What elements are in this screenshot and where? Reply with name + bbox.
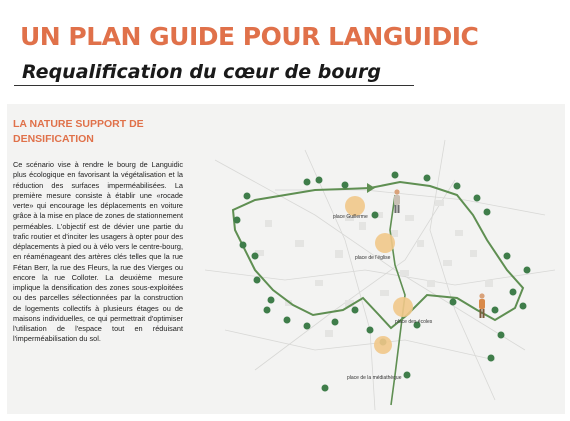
tree-icon (488, 355, 495, 362)
tree-icon (240, 242, 247, 249)
map-buildings (255, 200, 493, 337)
place-marker (374, 336, 392, 354)
tree-icon (322, 385, 329, 392)
tree-icon (474, 195, 481, 202)
tree-icon (332, 319, 339, 326)
page-subtitle: Requalification du cœur de bourg (22, 61, 381, 83)
tree-icon (524, 267, 531, 274)
tree-icon (424, 175, 431, 182)
page-title: UN PLAN GUIDE POUR LANGUIDIC (20, 22, 479, 51)
place-label: place de la médiathèque (347, 375, 402, 381)
tree-icon (392, 172, 399, 179)
tree-icon (264, 307, 271, 314)
tree-icon (268, 297, 275, 304)
tree-icon (498, 332, 505, 339)
section-body: Ce scénario vise à rendre le bourg de Languidic plus écologique en favorisant la végétalisation et la réduction des surfaces imperméabilisées. La première mesure consiste à établir une «rocade verte» qui encourage les déplacements en voiture grâce à la mise en place de zones de stationnement perméables. L'objectif est de dévier une partie du trafic routier et d'inciter les usagers à opter pour des déplacements à pied ou à vélo vers le centre-bourg, en réaménageant des artères clés telles que la rue Fétan Berr, la rue des Fleurs, la rue des Vierges ou encore la rue Colloter. La deuxième mesure implique la densification des zones sous-exploitées ou des parcelles sélectionnées par la construction de logements collectifs à plusieurs étages ou de maisons individuelles, ce qui permettrait d'optimiser l'utilisation de l'espace tout en réduisant l'imperméabilisation du sol. (13, 160, 183, 344)
tree-icon (304, 179, 311, 186)
town-plan-map (195, 120, 565, 415)
map-streets (205, 140, 555, 410)
tree-icon (367, 327, 374, 334)
tree-icon (492, 307, 499, 314)
tree-icon (254, 277, 261, 284)
tree-icon (454, 183, 461, 190)
tree-icon (450, 299, 457, 306)
tree-icon (284, 317, 291, 324)
place-label: place des écoles (395, 319, 433, 325)
tree-icon (484, 209, 491, 216)
place-label: place de l'église (355, 255, 391, 261)
place-marker (375, 233, 395, 253)
tree-icon (234, 217, 241, 224)
tree-icon (244, 193, 251, 200)
tree-icon (404, 372, 411, 379)
place-marker (345, 196, 365, 216)
tree-icon (352, 307, 359, 314)
tree-icon (510, 289, 517, 296)
tree-icon (504, 253, 511, 260)
tree-icon (520, 303, 527, 310)
tree-icon (342, 182, 349, 189)
place-marker (393, 297, 413, 317)
tree-icon (304, 323, 311, 330)
person-figure-icon (479, 293, 485, 318)
green-arrow-head (367, 183, 375, 193)
tree-icon (316, 177, 323, 184)
tree-icon (372, 212, 379, 219)
town-plan-drawing (195, 120, 565, 415)
section-title: LA NATURE SUPPORT DE DENSIFICATION (13, 118, 144, 145)
place-label: place Guillerme (333, 214, 368, 220)
person-figure-icon (394, 189, 400, 213)
tree-icon (252, 253, 259, 260)
